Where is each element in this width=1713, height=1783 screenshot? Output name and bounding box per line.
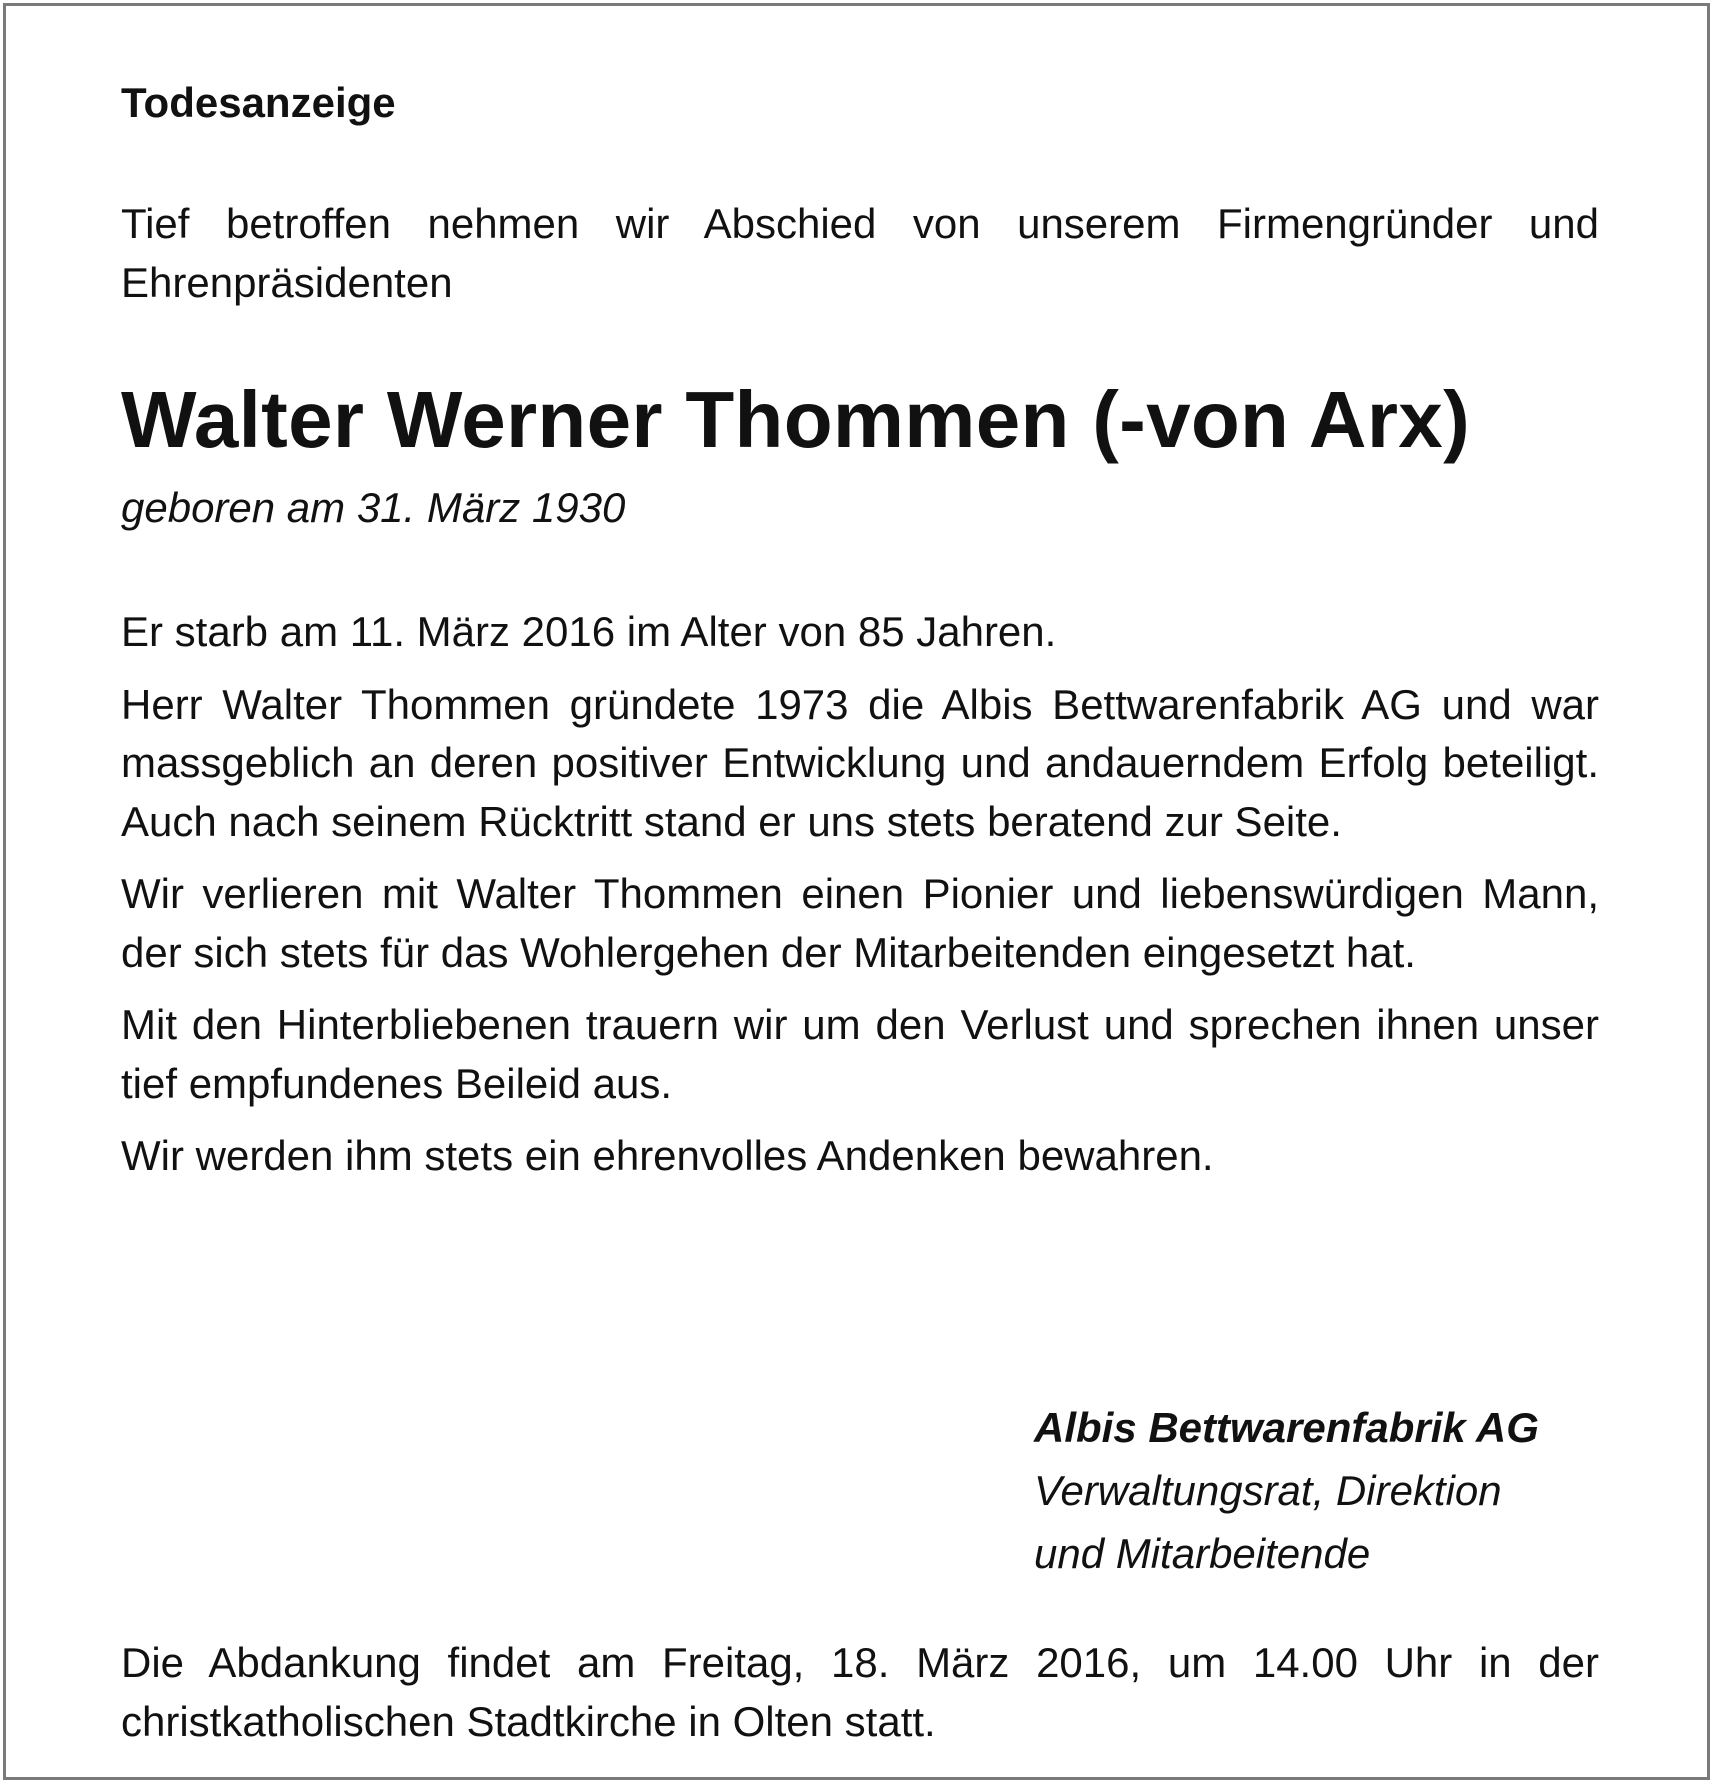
signature-company: Albis Bettwarenfabrik AG — [1034, 1404, 1539, 1451]
paragraph-remembrance: Wir werden ihm stets ein ehrenvolles Andenken bewahren. — [121, 1132, 1214, 1179]
birth-date: geboren am 31. März 1930 — [121, 484, 626, 531]
paragraph-pioneer: Wir verlieren mit Walter Thommen einen Pionier und liebenswürdigen Mann, der sich stets für das Wohlergehen der Mitarbeitenden eingesetzt hat. — [121, 870, 1599, 976]
deceased-name: Walter Werner Thommen (-von Arx) — [121, 375, 1471, 464]
signature-line-2: und Mitarbeitende — [1034, 1530, 1371, 1577]
paragraph-condolences: Mit den Hinterbliebenen trauern wir um den Verlust und sprechen ihnen unser tief empfundenes Beileid aus. — [121, 1001, 1599, 1107]
paragraph-founding: Herr Walter Thommen gründete 1973 die Albis Bettwarenfabrik AG und war massgeblich an deren positiver Entwicklung und andauerndem Erfolg beteiligt. Auch nach seinem Rücktritt stand er uns stets beratend zur Seite. — [121, 680, 1599, 845]
signature-block — [1034, 1396, 1539, 1585]
obituary-frame — [3, 3, 1710, 1780]
signature-line-1: Verwaltungsrat, Direktion — [1034, 1467, 1502, 1514]
funeral-info: Die Abdankung findet am Freitag, 18. März 2016, um 14.00 Uhr in der christkatholischen Stadtkirche in Olten statt. — [121, 1639, 1599, 1745]
body-text — [121, 603, 1599, 1200]
paragraph-death: Er starb am 11. März 2016 im Alter von 85 Jahren. — [121, 608, 1057, 655]
intro-text: Tief betroffen nehmen wir Abschied von unserem Firmengründer und Ehrenpräsidenten — [121, 200, 1599, 306]
notice-heading: Todesanzeige — [121, 79, 396, 126]
